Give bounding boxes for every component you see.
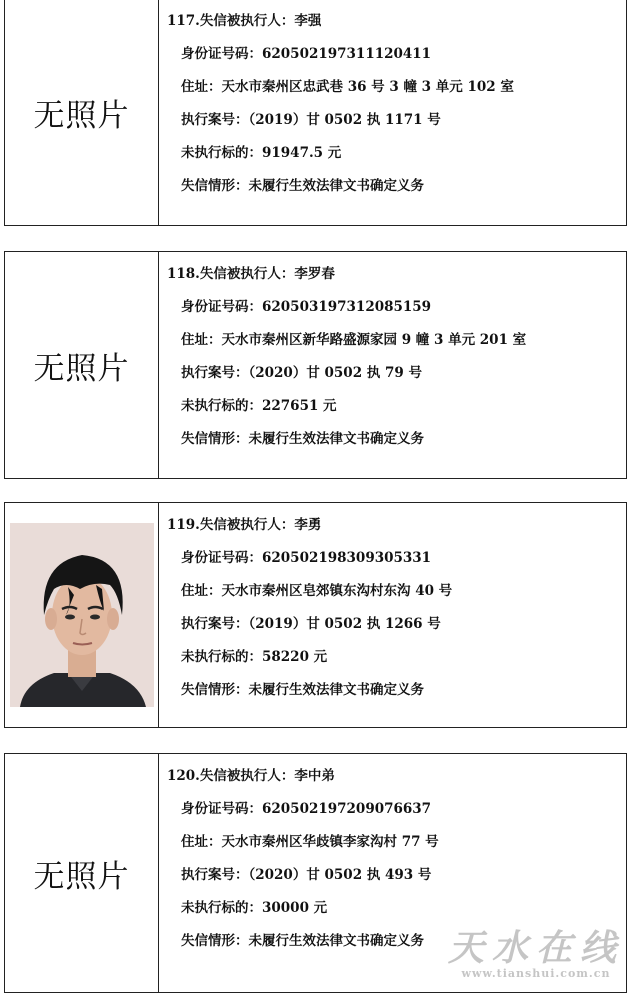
- record-info: [167, 509, 620, 707]
- record-heading: 119.失信被执行人：李勇: [167, 517, 322, 533]
- photo-cell: [5, 0, 159, 225]
- record-info: [167, 258, 620, 456]
- record-card-117: [4, 0, 627, 226]
- address: 住址：天水市秦州区华歧镇李家沟村 77 号: [181, 834, 439, 850]
- default-situation: 失信情形：未履行生效法律文书确定义务: [181, 178, 424, 194]
- record-card-119: [4, 502, 627, 728]
- no-photo-label: 无照片: [33, 97, 130, 134]
- default-situation: 失信情形：未履行生效法律文书确定义务: [181, 431, 424, 447]
- unexecuted-amount: 未执行标的：58220 元: [181, 649, 328, 665]
- id-number: 身份证号码：620503197312085159: [181, 299, 432, 315]
- default-situation: 失信情形：未履行生效法律文书确定义务: [181, 682, 424, 698]
- unexecuted-amount: 未执行标的：227651 元: [181, 398, 337, 414]
- address: 住址：天水市秦州区新华路盛源家园 9 幢 3 单元 201 室: [181, 332, 527, 348]
- unexecuted-amount: 未执行标的：30000 元: [181, 900, 328, 916]
- case-number: 执行案号：（2019）甘 0502 执 1266 号: [181, 616, 441, 632]
- no-photo-label: 无照片: [33, 350, 130, 387]
- id-number: 身份证号码：620502197209076637: [181, 801, 432, 817]
- record-card-118: [4, 251, 627, 479]
- address: 住址：天水市秦州区忠武巷 36 号 3 幢 3 单元 102 室: [181, 79, 514, 95]
- photo-cell: [5, 503, 159, 727]
- unexecuted-amount: 未执行标的：91947.5 元: [181, 145, 342, 161]
- portrait-photo: [10, 523, 154, 707]
- record-heading: 120.失信被执行人：李中弟: [167, 768, 335, 784]
- record-heading: 117.失信被执行人：李强: [167, 13, 322, 29]
- address: 住址：天水市秦州区皂郊镇东沟村东沟 40 号: [181, 583, 453, 599]
- watermark-url: www.tianshui.com.cn: [461, 967, 611, 980]
- case-number: 执行案号：（2020）甘 0502 执 79 号: [181, 365, 422, 381]
- record-heading: 118.失信被执行人：李罗春: [167, 266, 335, 282]
- id-number: 身份证号码：620502198309305331: [181, 550, 432, 566]
- portrait-image: [10, 523, 154, 707]
- no-photo-label: 无照片: [33, 858, 130, 895]
- photo-cell: [5, 754, 159, 992]
- photo-cell: [5, 252, 159, 478]
- default-situation: 失信情形：未履行生效法律文书确定义务: [181, 933, 424, 949]
- watermark-title: 天水在线: [447, 927, 624, 969]
- case-number: 执行案号：（2019）甘 0502 执 1171 号: [181, 112, 441, 128]
- case-number: 执行案号：（2020）甘 0502 执 493 号: [181, 867, 432, 883]
- site-watermark: [448, 920, 624, 980]
- record-info: [167, 5, 620, 203]
- id-number: 身份证号码：620502197311120411: [181, 46, 432, 62]
